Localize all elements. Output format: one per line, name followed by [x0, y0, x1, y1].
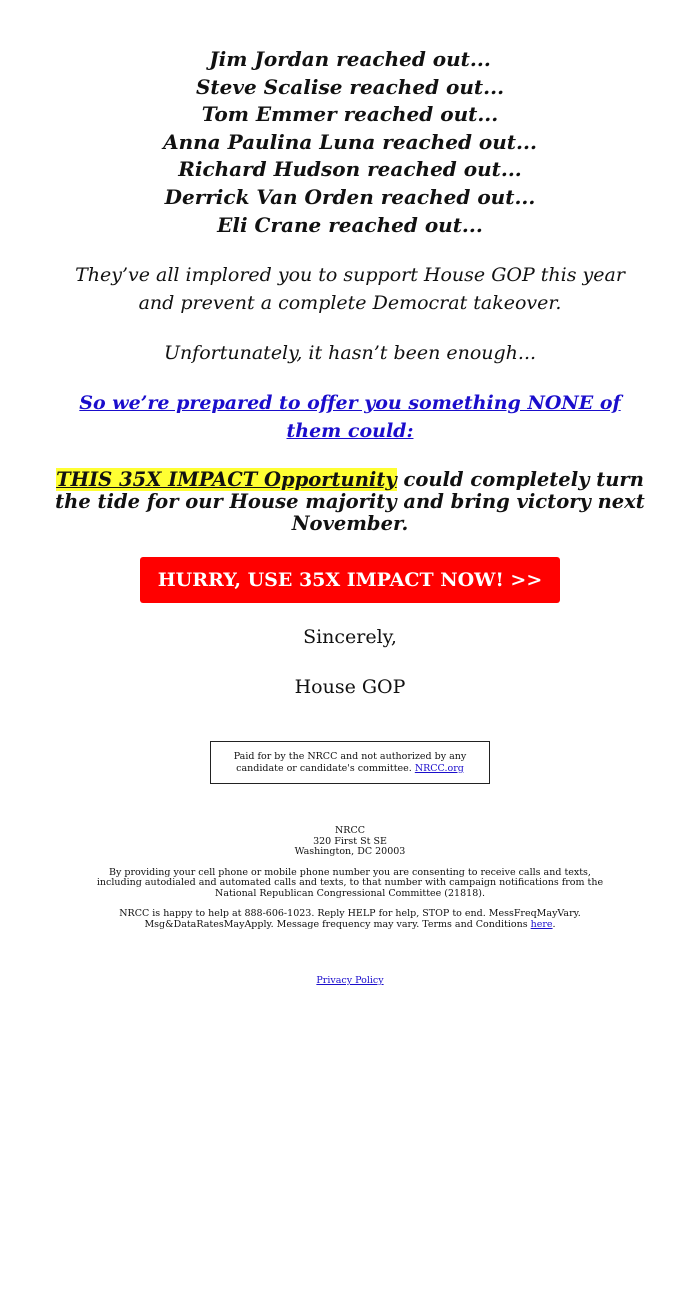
- support-paragraph: They’ve all implored you to support House GOP this year and prevent a complete Democrat takeover.: [75, 264, 625, 315]
- footer-address: [0, 826, 700, 858]
- closing-text: Sincerely,: [303, 626, 397, 649]
- address-street: 320 First St SE: [313, 835, 387, 847]
- impact-highlight-link[interactable]: THIS 35X IMPACT Opportunity: [56, 468, 397, 492]
- paid-for-text: Paid for by the NRCC and not authorized by any candidate or candidate's committee.: [233, 751, 467, 774]
- terms-period: .: [552, 918, 556, 930]
- sms-consent-text: By providing your cell phone or mobile phone number you are consenting to receive calls and texts, including autodialed and automated calls and texts, to that number with campaign notifications from the National Republican Congressional Committee (21818).: [96, 866, 604, 899]
- offer-paragraph: [70, 389, 630, 445]
- endorser-line: Richard Hudson reached out...: [178, 157, 522, 182]
- endorser-list: [0, 46, 700, 239]
- endorser-line: Steve Scalise reached out...: [195, 74, 505, 99]
- nrcc-org-link[interactable]: NRCC.org: [414, 762, 464, 774]
- address-org: NRCC: [334, 825, 365, 837]
- endorser-line: Derrick Van Orden reached out...: [164, 184, 536, 209]
- address-city: Washington, DC 20003: [294, 846, 406, 858]
- offer-link[interactable]: So we’re prepared to offer you something NONE of them could:: [79, 392, 621, 443]
- impact-rest-text: could completely turn the tide for our House majority and bring victory next November.: [55, 468, 645, 536]
- impact-paragraph: [55, 469, 645, 535]
- endorser-line: Anna Paulina Luna reached out...: [163, 129, 537, 154]
- cta-container: [0, 557, 700, 603]
- privacy-container: [0, 976, 700, 987]
- help-text: NRCC is happy to help at 888-606-1023. Reply HELP for help, STOP to end. MessFreqMayVary. Msg&DataRatesMayApply. Message frequency may vary. Terms and Conditions: [119, 908, 581, 930]
- not-enough-paragraph: Unfortunately, it hasn’t been enough...: [163, 342, 537, 365]
- signature-text: House GOP: [294, 676, 406, 699]
- terms-link[interactable]: here: [530, 918, 553, 930]
- donate-cta-button[interactable]: HURRY, USE 35X IMPACT NOW! >>: [140, 557, 560, 603]
- privacy-policy-link[interactable]: Privacy Policy: [316, 975, 384, 987]
- help-text-block: [90, 909, 610, 930]
- endorser-line: Jim Jordan reached out...: [209, 47, 491, 71]
- endorser-line: Tom Emmer reached out...: [201, 102, 499, 127]
- paid-for-disclaimer-box: [210, 741, 490, 784]
- endorser-line: Eli Crane reached out...: [217, 212, 483, 237]
